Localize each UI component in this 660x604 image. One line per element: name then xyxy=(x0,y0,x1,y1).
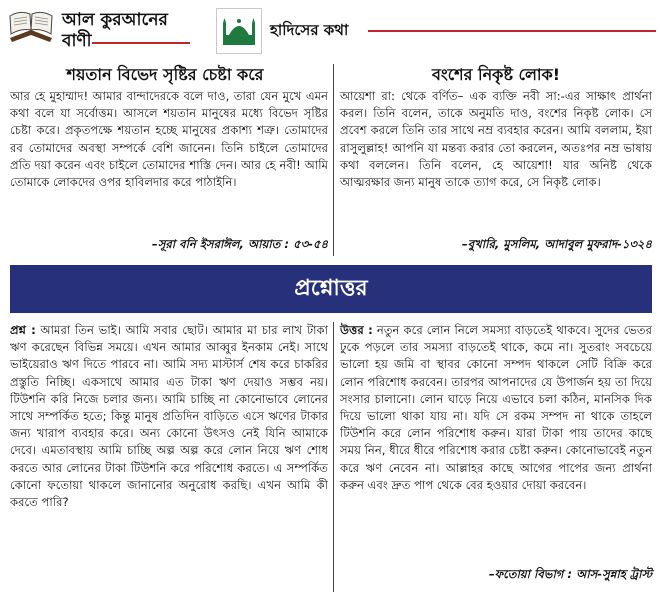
quran-article-title: শয়তান বিভেদ সৃষ্টির চেষ্টা করে xyxy=(66,65,264,84)
open-quran-on-stand-icon xyxy=(6,8,56,46)
quran-article-body: আর হে মুহাম্মাদ! আমার বান্দাদেরকে বলে দাও, তারা যেন মুখে এমন কথা বলে যা সর্বোত্তম। আসলে শয়তান মানুষের মধ্যে বিভেদ সৃষ্টির চেষ্টা করে। প্রকৃতপক্ষে শয়তান হচ্ছে মানুষের প্রকাশ্য শত্রু। তোমাদের রব তোমাদের অবস্থা সম্পর্কে বেশি জানেন। তিনি চাইলে তোমাদের প্রতি দয়া করেন এবং চাইলে তোমাদের শাস্তি দেন। আর হে নবী! আমি তোমাকে লোকদের ওপর হাবিলদার করে পাঠাইনি। xyxy=(10,89,328,190)
mosque-emblem-icon xyxy=(216,8,262,54)
answer-source: –ফতোয়া বিভাগ : আস-সুন্নাহ ট্রাস্ট xyxy=(488,567,652,581)
column-divider xyxy=(333,64,334,256)
answer-text: নতুন করে লোন নিলে সমস্যা বাড়তেই থাকবে। সুদের ভেতর ঢুকে পড়লে তার সমস্যা বাড়তেই থাকে, কমে না। সুতরাং সবচেয়ে ভালো হয় জমি বা স্থাবর কোনো সম্পদ থাকলে সেটি বিক্রি করে লোন পরিশোধ করবেন। তারপর আপনাদের যে উপার্জন হয় তা দিয়ে সংসার চালানো। লোন ঘাড়ে নিয়ে এভাবে চলা কঠিন, মানসিক দিক দিয়ে ভালো থাকা যায় না। যদি সে রকম সম্পদ না থাকে তাহলে টিউশনি করে লোন পরিশোধ করুন। যারা টাকা পায় তাদের কাছে সময় নিন, ধীরে ধীরে পরিশোধ করার চেষ্টা করুন। কোনোভাবেই নতুন করে ঋণ নেবেন না। আল্লাহর কাছে আগের পাপের জন্য প্রার্থনা করুন এবং দ্রুত পাপ থেকে বের হওয়ার দোয়া করবেন। xyxy=(340,323,652,492)
quran-section-header xyxy=(0,0,200,56)
question-block xyxy=(10,322,328,511)
quran-article-source: –সূরা বনি ইসরাঈল, আয়াত : ৫৩-৫৪ xyxy=(151,237,328,251)
hadith-article-title: বংশের নিকৃষ্ট লোক! xyxy=(431,65,561,84)
hadith-section-header xyxy=(210,0,660,56)
qa-column-divider xyxy=(333,322,334,592)
answer-label: উত্তর : xyxy=(340,323,373,337)
question-label: প্রশ্ন : xyxy=(10,323,36,337)
header-rule-left xyxy=(92,42,190,44)
hadith-section-title: হাদিসের কথা xyxy=(270,21,349,39)
hadith-article-source: –বুখারি, মুসলিম, আদাবুল মুফরাদ-১৩২৪ xyxy=(461,237,652,251)
hadith-article-body: আয়েশা রা: থেকে বর্ণিত– এক ব্যক্তি নবী সা:-এর সাক্ষাৎ প্রার্থনা করল। তিনি বলেন, তাকে অনুমতি দাও, বংশের নিকৃষ্ট লোক। সে প্রবেশ করলে তিনি তার সাথে নম্র ব্যবহার করেন। আমি বললাম, ইয়া রাসুলুল্লাহ! আপনি যা মন্তব্য করার তো করলেন, অতঃপর নম্র ভাষায় কথা বললেন। তিনি বলেন, হে আয়েশা! যার অনিষ্ট থেকে আত্মরক্ষার জন্য মানুষ তাকে ত্যাগ করে, সে নিকৃষ্ট লোক। xyxy=(340,89,652,190)
qa-banner xyxy=(10,265,652,313)
quran-section-title: আল কুরআনের বাণী xyxy=(62,10,168,51)
answer-block xyxy=(340,322,652,494)
question-text: আমরা তিন ভাই। আমি সবার ছোট। আমার মা চার লাখ টাকা ঋণ করেছেন বিভিন্ন সময়ে। এখন আমার আব্বুর ইনকাম নেই। সাথে ভাইয়েরাও ঋণ দিতে পারবে না। আমি সদ্য মাস্টার্স শেষ করে চাকরির প্রস্তুতি নিচ্ছি। একসাথে আমার এত টাকা ঋণ দেয়াও সম্ভব নয়। টিউশনি করি নিজে চলার জন্য। আমি চাচ্ছি না কোনোভাবে লোনের সাথে সম্পর্কিত হতে; কিন্তু মানুষ প্রতিদিন বাড়িতে এসে ঋণের টাকার জন্য খারাপ ব্যবহার করে। অন্য কোনো উৎসও নেই যিনি আমাকে দেবে। এমতাবস্থায় আমি চাচ্ছি অল্প অল্প করে লোন নিয়ে ঋণ শোধ করতে আর লোনের টাকা টিউশনি করে পরিশোধ করতে। এ সম্পর্কিত কোনো ফতোয়া থাকলে জানানোর অনুরোধ করছি। এখন আমি কী করতে পারি? xyxy=(10,323,328,510)
header-rule-right xyxy=(368,30,656,32)
qa-banner-title: প্রশ্নোত্তর xyxy=(294,276,368,301)
